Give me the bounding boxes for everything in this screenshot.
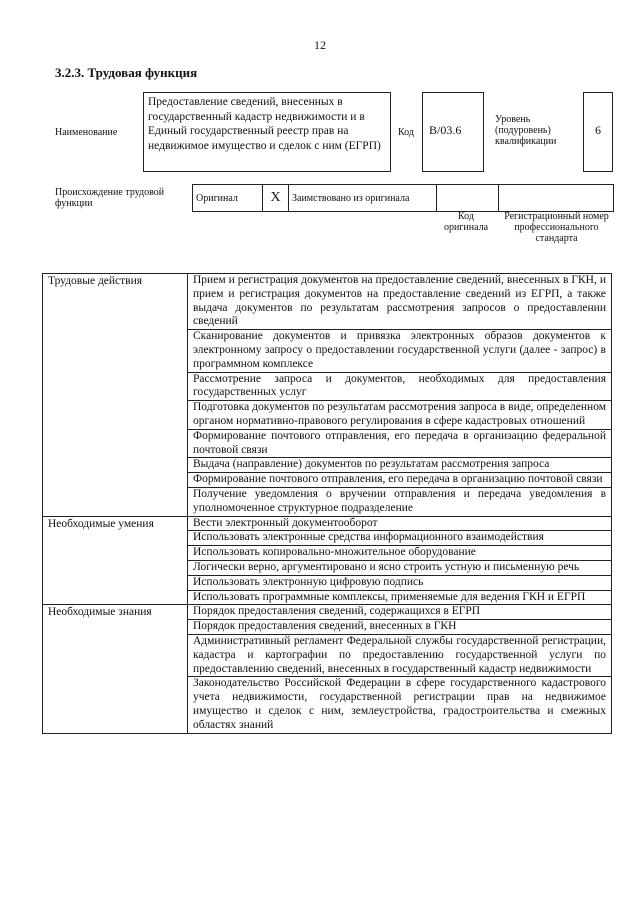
section-item: Вести электронный документооборот [188, 516, 612, 531]
table-row [43, 516, 612, 531]
section-category: Необходимые знания [43, 605, 188, 733]
section-item: Порядок предоставления сведений, содержащихся в ЕГРП [188, 605, 612, 620]
section-item: Получение уведомления о вручении отправления и передача уведомления в уполномоченное структурное подразделение [188, 487, 612, 516]
section-item: Законодательство Российской Федерации в сфере государственного кадастрового учета недвижимости, государственной регистрации прав на недвижимое имущество и сделок с ним, землеустройства, градостроительства и смежных областях знаний [188, 677, 612, 733]
section-item: Использовать программные комплексы, применяемые для ведения ГКН и ЕГРП [188, 590, 612, 605]
section-item: Порядок предоставления сведений, внесенных в ГКН [188, 620, 612, 635]
section-item: Использовать копировально-множительное оборудование [188, 546, 612, 561]
reg-number-cell [499, 185, 614, 212]
borrowed-label: Заимствовано из оригинала [289, 185, 437, 212]
name-value: Предоставление сведений, внесенных в государственный кадастр недвижимости и в Единый государственный реестр прав на недвижимое имущество и сделок с ним (ЕГРП) [143, 92, 391, 172]
origin-label: Происхождение трудовой функции [55, 187, 165, 209]
level-label: Уровень (подуровень) квалификации [495, 114, 557, 147]
section-item: Выдача (направление) документов по результатам рассмотрения запроса [188, 458, 612, 473]
table-row [43, 605, 612, 620]
page-number: 12 [314, 38, 326, 52]
level-value: 6 [583, 92, 613, 172]
section-item: Логически верно, аргументировано и ясно строить устную и письменную речь [188, 560, 612, 575]
reg-number-caption: Регистрационный номер профессионального стандарта [504, 211, 609, 244]
section-item: Сканирование документов и привязка электронных образов документов к электронному запросу о предоставлении государственной услуги (далее - запрос) в программном комплексе [188, 330, 612, 372]
section-item: Использовать электронную цифровую подпись [188, 575, 612, 590]
original-mark: X [263, 185, 289, 212]
name-label: Наименование [55, 127, 118, 138]
code-value: B/03.6 [422, 92, 484, 172]
section-item: Формирование почтового отправления, его передача в организацию федеральной почтовой связи [188, 429, 612, 458]
code-label: Код [398, 127, 414, 138]
original-label: Оригинал [193, 185, 263, 212]
section-category: Необходимые умения [43, 516, 188, 605]
section-item: Прием и регистрация документов на предоставление сведений, внесенных в ГКН, и прием и регистрация документов на предоставление сведений из ЕГРП, а также выдача документов по результатам рассмотрения запросов о предоставлении сведений [188, 274, 612, 330]
table-row [43, 274, 612, 330]
code-original-caption: Код оригинала [443, 211, 489, 233]
origin-table [192, 184, 614, 212]
section-category: Трудовые действия [43, 274, 188, 517]
section-item: Рассмотрение запроса и документов, необходимых для предоставления государственных услуг [188, 372, 612, 401]
section-item: Использовать электронные средства информационного взаимодействия [188, 531, 612, 546]
section-title: 3.2.3. Трудовая функция [55, 65, 198, 80]
section-item: Административный регламент Федеральной службы государственной регистрации, кадастра и картографии по предоставлению государственной услуги по предоставлению сведений, внесенных в государственный кадастр недвижимости [188, 634, 612, 676]
function-details-table [42, 273, 612, 734]
section-item: Подготовка документов по результатам рассмотрения запроса в виде, определенном органом нормативно-правового регулирования в сфере кадастровых отношений [188, 401, 612, 430]
section-item: Формирование почтового отправления, его передача в организацию почтовой связи [188, 473, 612, 488]
original-code-cell [437, 185, 499, 212]
